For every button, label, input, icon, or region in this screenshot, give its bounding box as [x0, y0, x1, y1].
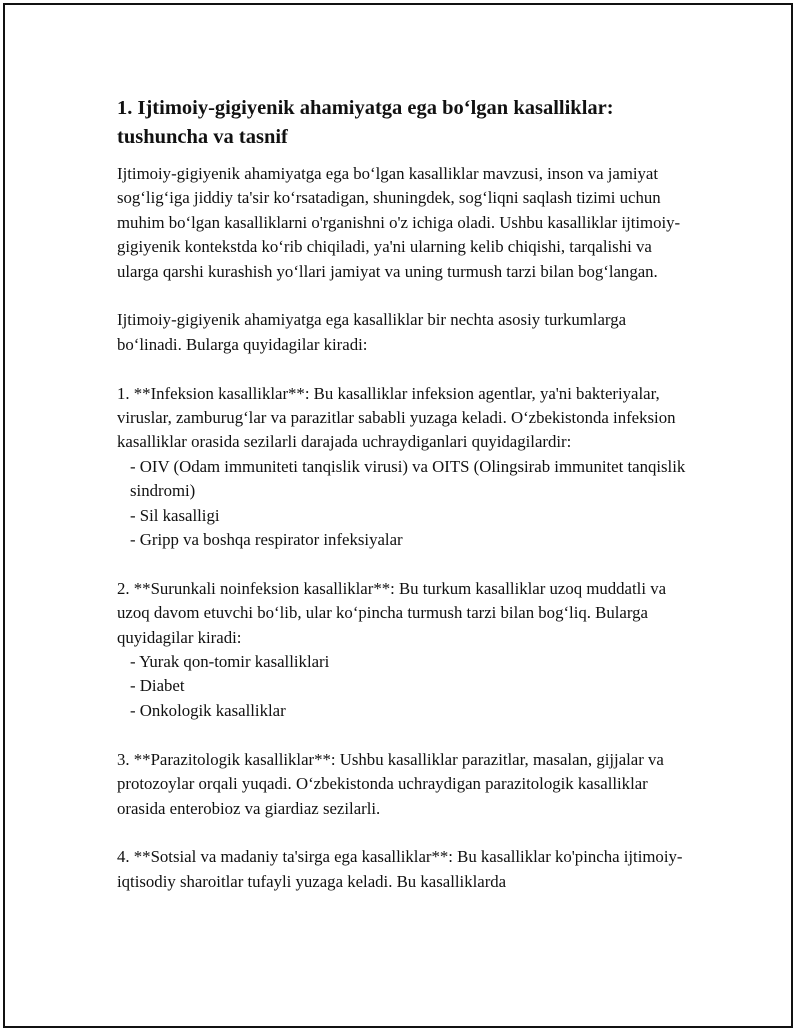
document-body [117, 94, 689, 894]
category-text: 2. **Surunkali noinfeksion kasalliklar**: Bu turkum kasalliklar uzoq muddatli va uzoq davom etuvchi bo‘lib, ular ko‘pincha turmush tarzi bilan bog‘liq. Bularga quyidagilar kiradi: [117, 578, 667, 647]
category-text: 3. **Parazitologik kasalliklar**: Ushbu kasalliklar parazitlar, masalan, gijjalar va protozoylar orqali yuqadi. O‘zbekistonda uchraydigan parazitologik kasalliklar orasida enterobioz va giardiaz sezilarli. [117, 749, 664, 818]
list-item: - OIV (Odam immuniteti tanqislik virusi) va OITS (Olingsirab immunitet tanqislik sindromi) [130, 456, 686, 501]
intro-paragraph: Ijtimoiy-gigiyenik ahamiyatga ega bo‘lgan kasalliklar mavzusi, inson va jamiyat sog‘lig‘iga jiddiy ta'sir ko‘rsatadigan, shuningdek, sog‘liqni saqlash tizimi uchun muhim bo‘lgan kasalliklarni o'rganishni o'z ichiga oladi. Ushbu kasalliklar ijtimoiy-gigiyenik kontekstda ko‘rib chiqiladi, ya'ni ularning kelib chiqishi, tarqalishi va ularga qarshi kurashish yo‘llari jamiyat va uning turmush tarzi bilan bog‘langan. [117, 164, 681, 281]
section-heading: 1. Ijtimoiy-gigiyenik ahamiyatga ega bo‘lgan kasalliklar: tushuncha va tasnif [117, 97, 614, 148]
category-social [117, 845, 689, 894]
list-item: - Gripp va boshqa respirator infeksiyalar [130, 530, 403, 550]
list-item: - Diabet [130, 676, 185, 696]
list-item: - Onkologik kasalliklar [130, 700, 286, 720]
category-chronic [117, 577, 689, 723]
category-text: 4. **Sotsial va madaniy ta'sirga ega kasalliklar**: Bu kasalliklar ko'pincha ijtimoiy-iqtisodiy sharoitlar tufayli yuzaga keladi. Bu kasalliklarda [117, 847, 683, 891]
category-text: 1. **Infeksion kasalliklar**: Bu kasalliklar infeksion agentlar, ya'ni bakteriyalar, viruslar, zamburug‘lar va parazitlar sababli yuzaga keladi. O‘zbekistonda infeksion kasalliklar orasida sezilarli darajada uchraydiganlari quyidagilardir: [117, 383, 676, 452]
list-item: - Yurak qon-tomir kasalliklari [130, 652, 330, 672]
classification-intro: Ijtimoiy-gigiyenik ahamiyatga ega kasalliklar bir nechta asosiy turkumlarga bo‘linadi. Bularga quyidagilar kiradi: [117, 310, 627, 354]
category-parasitic [117, 748, 689, 821]
list-item: - Sil kasalligi [130, 505, 220, 525]
category-infectious [117, 382, 689, 553]
